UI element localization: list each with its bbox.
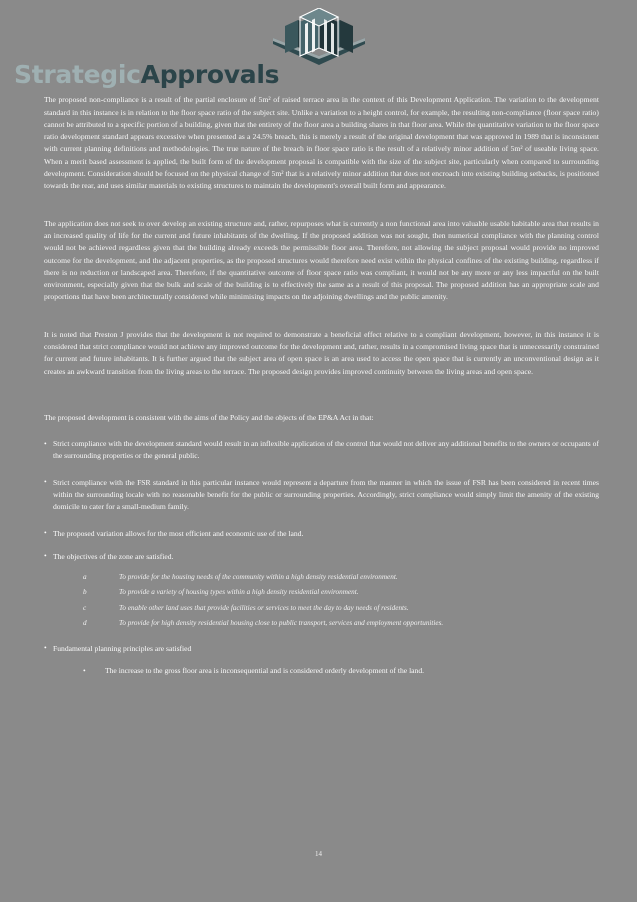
zone-objective-text: To provide for the housing needs of the community within a high density residential environment.	[119, 573, 398, 582]
bullet-text: Strict compliance with the development standard would result in an inflexible application of the control that would not deliver any additional benefits to the owners or occupants of the surrounding properties or the general public.	[53, 439, 599, 461]
list-marker: a	[83, 573, 87, 582]
page-number: 14	[315, 850, 322, 858]
paragraph-1: The proposed non-compliance is a result of the partial enclosure of 5m² of raised terrace area in the context of this Development Application. The variation to the development standard in this instance is in relation to the floor space ratio of the subject site. Unlike a variation to a height control, for example, the resulting non-compliance (floor space ratio) cannot be attributed to a specific portion of a building, given that the entirety of the floor area a building shares in that floor area. While the quantitative variation to the floor space ratio development standard appears excessive when presented as a 24.5% breach, this is merely a result of the original development that was approved in 1989 that is inconsistent with current planning definitions and methodologies. The true nature of the breach in floor space ratio is the result of a relatively minor addition of 5m² of useable living space. When a merit based assessment is applied, the built form of the development proposal is compatible with the size of the subject site, particularly when compared to surrounding development. Consideration should be focused on the physical change of 5m² that is a relatively minor addition that does not encroach into existing building setbacks, is positioned towards the rear, and uses similar materials to existing structures to maintain the development's overall built form and appearance.	[44, 95, 599, 191]
bullet-item	[44, 477, 599, 514]
zone-objective-item	[83, 618, 599, 629]
paragraph-spacer	[44, 316, 599, 329]
list-marker: c	[83, 603, 87, 612]
zone-objectives-list	[53, 572, 599, 629]
paragraph-spacer	[44, 205, 599, 218]
planning-principles-list	[53, 665, 599, 677]
bullet-list-lead-in: The proposed development is consistent with the aims of the Policy and the objects of the EP&A Act in that:	[44, 412, 374, 422]
bullet-text: Fundamental planning principles are satisfied	[53, 643, 192, 653]
list-marker: d	[83, 618, 87, 627]
wordmark-approvals: Approvals	[140, 60, 280, 89]
paragraph-3: It is noted that Preston J provides that the development is not required to demonstrate a beneficial effect relative to a compliant development, however, in this instance it is considered that strict compliance would not achieve any improved outcome for the development and, rather, results in a compromised living space that is unnecessarily constrained for current and future inhabitants. It is further argued that the subject area of open space is an area used to access the open space that is currently an unconventional design as it creates an awkward transition from the living areas to the terrace. The proposed design provides improved continuity between the living areas and open space.	[44, 329, 599, 376]
justification-bullet-list	[44, 438, 599, 677]
document-body	[0, 94, 637, 677]
bullet-item	[44, 528, 599, 540]
paragraph-2: The application does not seek to over develop an existing structure and, rather, repurposes what is currently a non functional area into valuable usable habitable area that results in an increased quality of life for the current and future inhabitants of the dwelling. If the proposed addition was not sought, then numerical compliance with the planning control would not be achieved regardless given that the building already exceeds the permissible floor area. Therefore, not allowing the subject proposal would provide no improved outcome for the development, and the adjacent properties, as the proposed structures would therefore need exist within the physical confines of the existing building, regardless if there is no reduction or landscaped area. Therefore, if the quantitative outcome of floor space ratio was compliant, it would not be any more or any less impactful on the built environment, especially given that the bulk and scale of the building is to effectively the same as a result of this proposal. The proposed addition has an appropriate scale and proportions that have been architecturally considered while minimising impacts on the adjoining dwellings and the public amenity.	[44, 218, 599, 302]
zone-objective-item	[83, 572, 599, 583]
isometric-building-icon	[267, 8, 371, 66]
zone-objective-text: To provide for high density residential housing close to public transport, services and employment opportunities.	[119, 618, 444, 627]
zone-objective-text: To provide a variety of housing types within a high density residential environment.	[119, 588, 359, 597]
section-spacer	[44, 390, 599, 412]
wordmark-strategic: Strategic	[14, 60, 141, 89]
planning-principle-item: • The increase to the gross floor area is inconsequential and is considered orderly development of the land.	[83, 665, 599, 677]
bullet-text: The objectives of the zone are satisfied.	[53, 551, 174, 561]
zone-objective-item	[83, 587, 599, 598]
bullet-text: The proposed variation allows for the most efficient and economic use of the land.	[53, 528, 304, 538]
zone-objective-text: To enable other land uses that provide facilities or services to meet the day to day needs of residents.	[119, 603, 409, 612]
bullet-item	[44, 551, 599, 629]
brand-wordmark	[14, 62, 637, 88]
bullet-item	[44, 438, 599, 463]
letterhead	[0, 0, 637, 94]
zone-objective-item	[83, 603, 599, 614]
bullet-text: Strict compliance with the FSR standard in this particular instance would represent a departure from the manner in which the issue of FSR has been considered in recent times within the surrounding locale with no reasonable benefit for the public or surrounding properties. Accordingly, strict compliance would simply limit the amenity of the existing domicile to cater for a small-medium family.	[53, 477, 599, 512]
bullet-item	[44, 643, 599, 677]
list-marker: b	[83, 588, 87, 597]
